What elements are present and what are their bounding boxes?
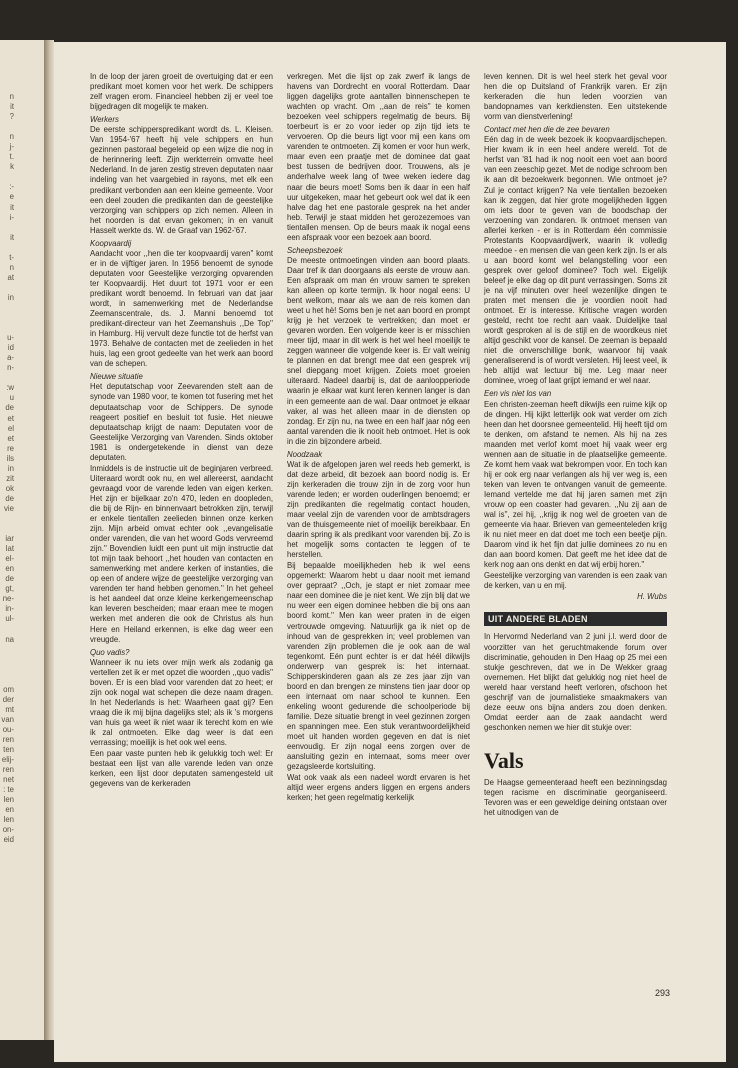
paragraph: verkregen. Met die lijst op zak zwerf ik langs de havens van Dordrecht en vooral Rotterdam. Daar liggen dagelijks grote aantallen binnenschepen te wachten op vracht. Om ,,aan de reis'' te komen bezoeken veel schippers regelmatig de beurs. Bij toerbeurt is er zo voor ieder op zijn tijd iets te vervoeren. Op die beurs ligt voor mij een kans om varenden te ontmoeten. Zij komen er voor hun werk, maar even een praatje met de dominee dat gaat best tussen de bedrijven door. Trouwens, als je anderhalve week lang of twee weken iedere dag naar die beurs moet! Soms ben ik daar in een half uur uitgekeken, maar het gebeurt ook wel dat ik een halve dag het ene pastorale gesprek na het ander heb. Terwijl je staat midden het gerozezemoes van tientallen mensen. Op de beurs maak ik nogal eens een afspraak voor een bezoek aan boord.	[287, 72, 470, 242]
left-page-fragment: it	[10, 232, 14, 242]
left-page-fragment: u-	[7, 333, 14, 343]
paragraph: In Hervormd Nederland van 2 juni j.l. werd door de voorzitter van het geruchtmakende forum over discriminatie, gehouden in Den Haag op 25 mei een stukje geschreven, dat we in De Wekker graag overnemen. Het blijkt dat gelukkig nog niet heel de wereld haar verstand heeft verloren, ofschoon het geschrijf van de journalistieke smaakmakers van deze eeuw ons bijna anders zou doen denken. Omdat eerder aan de zaak aandacht werd geschonken nemen we hier dit stukje over:	[484, 632, 667, 732]
left-page-fragment: mt	[5, 704, 14, 714]
left-page-fragment: it	[10, 102, 14, 112]
left-page-fragment: de	[5, 493, 14, 503]
left-page-fragment: ul-	[5, 614, 14, 624]
left-page-fragment: n	[9, 92, 14, 101]
left-page-fragment: na	[5, 634, 14, 644]
left-page-fragment	[0, 283, 14, 293]
left-page-fragment: ten	[3, 745, 14, 755]
left-page-fragment: id	[7, 343, 14, 353]
paragraph: Wat ik de afgelopen jaren wel reeds heb gemerkt, is dat deze arbeid, dit bezoek aan boord nodig is. Er zijn kerkeraden die trouw zijn in de zorg voor hun varende leden; er worden ouderlingen benoemd; er zijn predikanten die regelmatig contact houden, maar veelal zijn de varenden voor de ambtsdragers van de thuisgemeente niet of moeilijk bereikbaar. En daarin spring ik als predikant voor varenden bij. Zo is het mogelijk soms contacten te leggen of te herstellen.	[287, 459, 470, 560]
left-page-fragment: :w	[6, 383, 14, 393]
left-page-fragment: len	[3, 795, 14, 805]
left-page-fragment	[0, 645, 14, 655]
left-page-fragment: k	[10, 162, 14, 172]
left-page-fragment: ?	[9, 112, 14, 122]
left-page-fragment: de	[5, 574, 14, 584]
section-heading: Koopvaardij	[90, 238, 132, 248]
left-page-fragment: zit	[6, 473, 14, 483]
paragraph: De Haagse gemeenteraad heeft een bezinningsdag tegen racisme en discriminatie georganiseerd. Tevoren was er een geweldige deining ontstaan over het uitnodigen van de	[484, 777, 667, 818]
paragraph: Het deputatschap voor Zeevarenden stelt aan de synode van 1980 voor, te komen tot fusering met het deputaatschap voor de Schippers. De synode reageert positief en besluit tot fusie. Het nieuwe deputaatschap krijgt de naam: Deputaten voor de Geestelijke Verzorging van Varenden. Sinds oktober 1981 is ondergetekende in dienst van deze deputaten.	[90, 382, 273, 462]
left-page-fragment: in	[7, 292, 14, 302]
section-heading: Nieuwe situatie	[90, 372, 143, 382]
paragraph: Eén dag in de week bezoek ik koopvaardijschepen. Hier kwam ik in een heel andere wereld. Tot de herfst van '81 had ik nog nooit een voet aan boord van een zeeschip gezet. Met de nodige schroom ben ik aan dit bezoekwerk begonnen. Wie ontmoet je? Zul je contact krijgen? Na vele tientallen bezoeken kan ik zeggen, dat hier grote mogelijkheden liggen om iets door te geven van de boodschap der verzoening van zondaren. Ik ontmoet mensen van allerlei kerken - er is in Rotterdam één commissie Protestants Koopvaardijwerk, waarin ik volledig meedoe - en mensen die van geen kerk zijn. Is er als u aan boord komt wel belangstelling voor een gesprek over geloof dominee? Toch wel. Eigelijk beleef je elke dag op dit punt verrassingen. Soms zit je na vijf minuten over heel wezenlijke dingen te praten met mensen die je voordien nooit had ontmoet. Er is interesse. Kritische vragen worden gesteld, recht toe recht aan vaak. Duidelijke taal wordt gesproken al is de stijl en de woordkeus niet altijd geschikt voor de kansel. De zeeman is bepaald niet die onverschillige bonk, waarvoor hij vaak generaliserend is of wordt versleten. Hij leest veel, ik heb altijd wat lectuur bij me. Leg maar neer dominee, vroeg of laat grijpt iemand er wel naar.	[484, 135, 667, 386]
left-page-fragment: ne-	[2, 594, 14, 604]
paragraph: Inmiddels is de instructie uit de beginjaren verbreed. Uiteraard wordt ook nu, en wel allereerst, aandacht gevraagd voor de varende leden van eigen kerken. Het zijn er bijelkaar zo'n 470, leden en doopleden, die bij de Rijn- en binnenvaart betrokken zijn, terwijl er enkele tientallen zeelieden binnen onze kerken zijn. Mijn arbeid omvat echter ook ,,evangelisatie onder varenden, die van het woord Gods vervreemd zijn.'' Bovendien luidt een punt uit mijn instructie dat tot mijn taak behoort ,,het houden van contacten en samenwerking met andere kerken of instanties, die op een of andere wijze de geestelijke verzorging van varenden ter hand hebben genomen.'' In het geheel is het aandeel dat onze kleine kerkengemeenschap kan leveren bescheiden; maar eraan mee te mogen werken met anderen die ook de Christus als hun Here en Heiland erkennen, is elke dag weer een vreugde.	[90, 463, 273, 644]
paragraph: Aandacht voor ,,hen die ter koopvaardij varen'' komt er in de vijftiger jaren. In 1956 benoemt de synode deputaten voor Geestelijke verzorging opvarenden ter Koopvaardij. Het duurt tot 1971 voor er een predikant wordt benoemd. In februari van dat jaar wordt, in samenwerking met de Nederlandse Zeemanscentrale, ds. J. Manni benoemd tot predikant-directeur van het Zeemanshuis ,,De Top'' in Hamburg. Hij vervult deze functie tot de herfst van 1973. Behalve de contacten met de zeelieden in het huis, lag een groot gedeelte van het werk aan boord van de schepen.	[90, 248, 273, 369]
left-page-fragment: ils	[6, 453, 14, 463]
paragraph: In de loop der jaren groeit de overtuiging dat er een predikant moet komen voor het werk. De schippers zelf vragen erom. Financieel hebben zij er veel toe bijgedragen dit mogelijk te maken.	[90, 72, 273, 112]
left-page-fragment: van	[1, 714, 14, 724]
left-page-fragment: i-	[9, 212, 14, 222]
section-heading: Een vis niet los van	[484, 389, 552, 399]
left-page-fragment: eid	[3, 835, 14, 845]
left-page-fragment: et	[7, 433, 14, 443]
author-signature: H. Wubs	[637, 592, 667, 602]
column-1	[90, 72, 273, 790]
left-page-fragment	[0, 122, 14, 132]
left-page-fragment: a-	[7, 353, 14, 363]
left-page-fragment	[0, 514, 14, 524]
left-page-text-fragments	[0, 92, 44, 846]
section-heading: Quo vadis?	[90, 647, 130, 657]
paragraph: Een christen-zeeman heeft dikwijls een ruime kijk op de dingen. Hij kijkt letterlijk ook wat verder om zich heen dan het doorsnee gemeentelid. Hij heeft tijd om te denken, om afstand te nemen. Als hij na zes maanden met verlof komt moet hij vaak weer erg wennen aan de situatie in de plaatselijke gemeente. Ze komt hem vaak wat bekrompen voor. En toch kan hij er ook erg naar verlangen als hij ver weg is, een teken van leven te ontvangen vanuit de gemeente. Iemand vertelde me dat hij jaren samen met zijn vrouw op een coaster had gevaren. ,,Nu zij aan de wal is'', zei hij, ,,krijg ik nog wel de groeten van de gemeente via haar. Brieven van gemeenteleden krijg ik nu niet meer en dat doet me toch een beetje pijn. Daarom vind ik het fijn dat jullie dominees zo nu en dan aan boord komen. Dat geeft me het idee dat de kerk nog aan ons denkt en dat wij erbij horen.''	[484, 399, 667, 570]
left-page-fragment: : te	[3, 785, 14, 795]
left-page-fragment: der	[2, 694, 14, 704]
left-page-fragment: in-	[5, 604, 14, 614]
left-page-fragment	[0, 524, 14, 534]
left-page-fragment	[0, 655, 14, 665]
left-page-fragment: it	[10, 202, 14, 212]
left-page-fragment: :-	[9, 182, 14, 192]
left-page-fragment: ren	[2, 765, 14, 775]
left-page-fragment: net	[3, 775, 14, 785]
left-page-fragment: en	[5, 564, 14, 574]
paragraph: Bij bepaalde moeilijkheden heb ik wel eens opgemerkt: Waarom hebt u daar nooit met iemand over gepraat? ,,Och, je stapt er niet zomaar mee naar een dominee die je niet kent. We zijn blij dat we nu weer een eigen dominee hebben die bij ons aan boord komt.'' Men kan weer praten in de eigen vertrouwde omgeving. Natuurlijk ga ik niet op de inhoud van de gesprekken in; veel problemen van varenden zijn problemen die je ook aan de wal tegenkomt. Eén punt echter is er dat héél dikwijls onderwerp van gesprek is: het internaat. Schipperskinderen gaan als ze zes jaar zijn van boord en dan brengen ze minstens tien jaar door op een internaat om naar school te kunnen. Een enkeling woont gedurende die schoolperiode bij familie. Deze situatie brengt in veel gezinnen zorgen en spanningen mee. Een stuk verantwoordelijkheid moet uit handen worden gegeven en dat is niet eenvoudig. Er zijn nogal eens zorgen over de aansluiting gezin en internaat, soms meer over gezagsleerde kortsluiting.	[287, 561, 470, 772]
column-2	[287, 72, 470, 804]
left-page-fragment: e	[9, 192, 14, 202]
left-page-fragment: n	[9, 132, 14, 142]
left-page-fragment	[0, 624, 14, 634]
left-page-fragment: in	[7, 463, 14, 473]
book-gutter	[44, 40, 54, 1040]
left-page-fragment	[0, 313, 14, 323]
left-page-fragment: el	[7, 423, 14, 433]
left-page-edge	[0, 40, 45, 1040]
left-page-fragment: n	[9, 262, 14, 272]
left-page-fragment	[0, 223, 14, 233]
left-page-fragment: et	[7, 413, 14, 423]
paragraph: Geestelijke verzorging van varenden is een zaak van de kerken, van u en mij.	[484, 571, 667, 591]
paragraph: Een paar vaste punten heb ik gelukkig toch wel: Er bestaat een lijst van alle varende leden van onze kerken, een lijst door deputaten samengesteld uit gegevens van de kerkeraden	[90, 749, 273, 789]
paragraph: De meeste ontmoetingen vinden aan boord plaats. Daar tref ik dan doorgaans als eerste de vrouw aan. Een afspraak om man én vrouw samen te spreken kan alleen op korte termijn. Ik hoor nogal eens: U bent welkom, maar als we aan de reis komen dan weet u het hè! Soms ben je net aan boord en prompt krijg je het verzoek te vertrekken; dan moet er gevaren worden. Een volgende keer is er misschien meer tijd, maar in dit werk is het wel heel moeilijk te zeggen wanneer die volgende keer is. Er valt weinig te plannen en dat brengt mee dat een gesprek vrij snel diepgang moet krijgen. Zoiets moet groeien uiteraard. Nadeel daarbij is, dat de aanloopperiode waarin je elkaar wat kunt leren kennen langer is dan in een gemeente aan de wal. Daar ontmoet je elkaar vaker, al was het alleen maar in de diensten op zondag. Er zijn nu, na twee en een half jaar nóg een aantal varenden die ik nooit heb ontmoet. Het is ook in die zin bijzondere arbeid.	[287, 255, 470, 446]
section-heading: Noodzaak	[287, 449, 323, 459]
section-heading: Scheepsbezoek	[287, 245, 343, 255]
left-page-fragment: on-	[2, 825, 14, 835]
left-page-fragment	[0, 243, 14, 253]
paragraph: leven kennen. Dit is wel heel sterk het geval voor hen die op Duitsland of Frankrijk varen. Er zijn kerkeraden die hun leden voorzien van bandopnames van kerkdiensten. Een uitstekende vorm van dienstverlening!	[484, 72, 667, 122]
left-page-fragment: ok	[5, 483, 14, 493]
left-page-fragment: ren	[2, 735, 14, 744]
paragraph: De eerste schipperspredikant wordt ds. L. Kleisen. Van 1954-'67 heeft hij vele schippers en hun gezinnen pastoraal begeleid op een wijze die nog in de herinnering leeft. Zijn werkterrein omvatte heel Nederland. In de jaren zestig streven deputaten naar indeling van het vaargebied in rayons, met elk een predikant verbonden aan een kleine gemeente. Voor een deel zouden die predikanten dan de geestelijke verzorging van schippers op zich nemen. Alleen in het noorden is dat ervan gekomen; in en vanuit Hasselt werkte ds. W. de Graaf van 1962-'67.	[90, 125, 273, 235]
left-page-fragment: en	[5, 805, 14, 815]
paragraph: Wat ook vaak als een nadeel wordt ervaren is het altijd weer ergens anders liggen en ergens anders kerken; het geen regelmatig kerkelijk	[287, 773, 470, 803]
left-page-fragment: at	[7, 272, 14, 282]
column-3	[484, 72, 667, 819]
left-page-fragment: vie	[4, 503, 14, 513]
left-page-fragment: ou-	[2, 724, 14, 734]
left-page-fragment	[0, 323, 14, 333]
left-page-fragment: om	[3, 684, 14, 694]
left-page-fragment: t-	[9, 252, 14, 262]
left-page-fragment: de	[5, 403, 14, 413]
page-number: 293	[655, 988, 671, 998]
article-title: Vals	[484, 747, 524, 773]
section-banner: UIT ANDERE BLADEN	[484, 612, 667, 626]
paragraph: Wanneer ik nu iets over mijn werk als zodanig ga vertellen zet ik er met opzet die woorden ,,quo vadis'' boven. Er is een blad voor varenden dat zo heet; er zijn ook nogal wat schepen die deze naam dragen. In het Nederlands is het: Waarheen gaat gij? Een vraag die ik mij bijna dagelijks stel; als ik 's morgens van huis ga weet ik niet waar ik terecht kom en wie ik zal ontmoeten. Elke dag weer is dat een verrassing; moeilijk is het ook wel eens.	[90, 657, 273, 748]
magazine-page	[54, 42, 726, 1062]
left-page-fragment: re	[7, 443, 14, 453]
left-page-fragment: gt,	[5, 584, 14, 594]
left-page-fragment	[0, 373, 14, 383]
left-page-fragment: len	[3, 815, 14, 825]
left-page-fragment	[0, 303, 14, 313]
section-heading: Werkers	[90, 115, 119, 125]
left-page-fragment: elij-	[1, 755, 14, 765]
left-page-fragment: lat	[5, 544, 14, 554]
left-page-fragment	[0, 675, 14, 685]
left-page-fragment: u	[9, 393, 14, 403]
left-page-fragment	[0, 172, 14, 182]
section-heading: Contact met hen die de zee bevaren	[484, 125, 610, 135]
left-page-fragment: el-	[5, 554, 14, 564]
left-page-fragment: j-	[9, 142, 14, 152]
left-page-fragment: n-	[7, 363, 14, 373]
left-page-fragment: t.	[9, 152, 14, 162]
left-page-fragment: iar	[5, 534, 14, 544]
left-page-fragment	[0, 665, 14, 675]
